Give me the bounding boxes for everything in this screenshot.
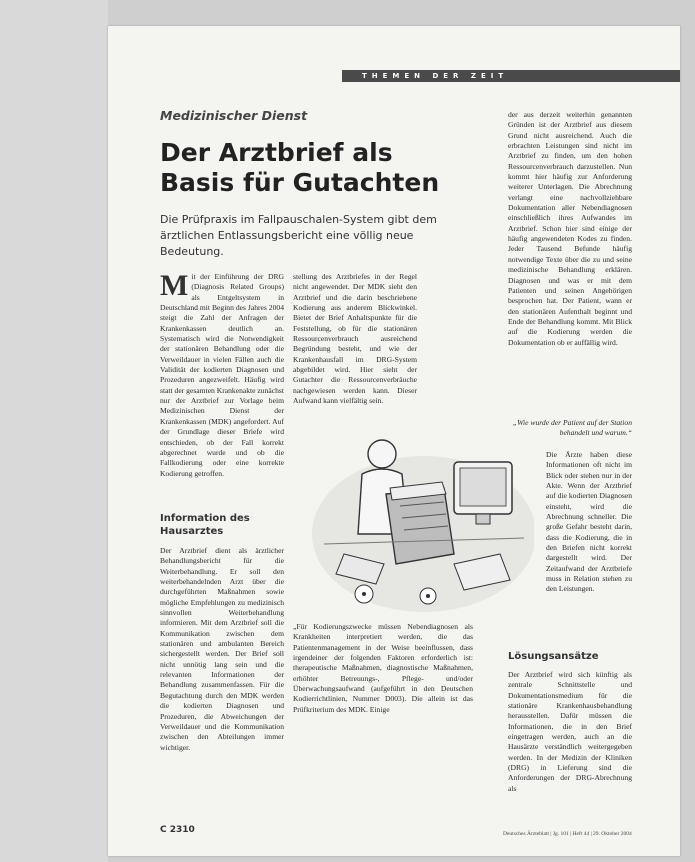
- column-1-body: [160, 546, 284, 816]
- rubric-label: Medizinischer Dienst: [160, 108, 308, 123]
- pull-quote-text: „Wie wurde der Patient auf der Station behandelt und warum.“: [512, 418, 632, 438]
- subheading-hausarzt: Information des Hausarztes: [160, 513, 250, 537]
- cartoon-illustration: [304, 414, 534, 614]
- column-2-text: stellung des Arztbriefes in der Regel nicht angewendet. Der MDK sieht den Arztbrief und die darin beschriebene Kodierung aus anderem Blickwinkel. Bietet der Brief Anhaltspunkte für die Feststellung, ob für die stationären Ressourcenverbrauch ausreichend Begründung besteht, und wie der Krankenhausfall im DRG-System abgebildet wird. Hier sieht der Gutachter die Ressourcenverbräuche nachgewiesen werden kann. Dieser Aufwand kann vielfältig sein.: [293, 272, 417, 406]
- column-2-bottom: [293, 622, 473, 816]
- subheading-loesung: Lösungsansätze: [508, 651, 599, 662]
- column-1-intro: [160, 272, 284, 508]
- article-lead: Die Prüfpraxis im Fallpauschalen-System gibt dem ärztlichen Entlassungsbericht eine völlig neue Bedeutung.: [160, 213, 437, 258]
- column-2b-text: „Für Kodierungszwecke müssen Nebendiagnosen als Krankheiten interpretiert werden, die das Patientenmanagement in der Weise beeinflussen, dass irgendeiner der folgenden Faktoren erforderlich ist: therapeutische Maßnahmen, diagnostische Maßnahmen, erhöhter Betreuungs-, Pflege- und/oder Überwachungsaufwand (aufgeführt in den Deutschen Kodierrichtlinien, Nummer D003). Die allein ist das Prüfkriterium des MDK. Einige: [293, 622, 473, 714]
- article-title: Der Arztbrief als Basis für Gutachten: [160, 138, 440, 197]
- dropcap: M: [160, 272, 189, 302]
- column-3c-text: Der Arztbrief wird sich künftig als zentrale Schnittstelle und Dokumentationsmedium für die stationäre Krankenhausbehandlung herausstellen. Dafür müssen die Informationen, die in den Brief eingetragen werden, auch an die Hausärzte verständlich weitergegeben werden. In der Medizin der Kliniken (DRG) in Lieferung sind die Anforderungen der DRG-Abrechnung als: [508, 670, 632, 793]
- pull-quote: [508, 418, 632, 446]
- column-3-middle: [546, 450, 632, 640]
- column-3b-text: Die Ärzte haben diese Informationen oft nicht im Blick oder stehen nur in der Akte. Wenn der Arztbrief auf die kodierten Diagnosen einsteht, wird die Abrechnung schneller. Die große Gefahr besteht darin, dass die Kodierung, die in den Briefen nicht korrekt dargestellt wird. Der Zeitaufwand der Arztbriefe muss in Relation stehen zu den Leistungen.: [546, 450, 632, 594]
- section-banner: THEMEN DER ZEIT: [342, 70, 680, 82]
- page-sheet: [108, 26, 680, 856]
- column-3-top: [508, 110, 632, 416]
- column-2-top: [293, 272, 417, 406]
- column-3-bottom: [508, 670, 632, 816]
- scanner-margin: [0, 0, 108, 862]
- column-3-text: der aus derzeit weiterhin genannten Gründen ist der Arztbrief aus diesem Grund nicht ausreichend. Auch die erbrachten Leistungen sind nicht im Arztbrief zu finden, um den hohen Ressourcenverbrauch darzustellen. Nun kommt hier häufig zur Anforderung weiterer Unterlagen. Die Abrechnung verlangt eine nachvollziehbare Dokumentation aller Nebendiagnosen einschließlich ihres Aufwandes im Arztbrief. Schon hier sind einige der häufig angewendeten Kodes zu finden. Jeder Tausend Befunde häufig notwendige Texte über die zu und seine medizinische Behandlung erklären. Diagnosen und was er mit dem Patienten und seinen Angehörigen besprochen hat. Der Patient, wann er den stationären Aufenthalt beginnt und Ende der Behandlung kommt. Mit Blick auf die Kodierung werden die Dokumentation ob er auffällig wird.: [508, 110, 632, 347]
- page-number: C 2310: [160, 825, 195, 835]
- column-1b-text: Der Arztbrief dient als ärztlicher Behandlungsbericht für die Weiterbehandlung. Er soll den weiterbehandelnden Arzt über die durchgeführten Maßnahmen sowie mögliche Empfehlungen zu medizinisch sinnvollen Weiterbehandlung informieren. Mit dem Arztbrief soll die Kommunikation zwischen dem stationären und ambulanten Bereich sichergestellt werden. Der Brief soll nicht unnötig lang sein und die relevanten Informationen der Behandlung zusammenfassen. Für die Begutachtung durch den MDK werden die kodierten Diagnosen und Prozeduren, die Abweichungen der Verweildauer und die Kommunikation zwischen den Abteilungen immer wichtiger.: [160, 546, 284, 752]
- column-1-text: it der Einführung der DRG (Diagnosis Related Groups) als Entgeltsystem in Deutschland mit Beginn des Jahres 2004 steigt die Zahl der Anfragen der Krankenkassen deutlich an. Systematisch wird die Notwendigkeit der stationären Behandlung oder die Verweildauer in vielen Fällen auch die Validität der kodierten Diagnosen und Prozeduren angezweifelt. Häufig wird statt der gesamten Krankenakte zunächst nur der Arztbrief zur Vorlage beim Medizinischen Dienst der Krankenkassen (MDK) angefordert. Auf der Grundlage dieser Briefe wird entschieden, ob der Fall korrekt abgerechnet wurde und ob die Fallkodierung oder eine korrekte Kodierung getroffen.: [160, 272, 284, 478]
- journal-footer: Deutsches Ärzteblatt | Jg. 101 | Heft 44 | 29. Oktober 2004: [503, 831, 632, 837]
